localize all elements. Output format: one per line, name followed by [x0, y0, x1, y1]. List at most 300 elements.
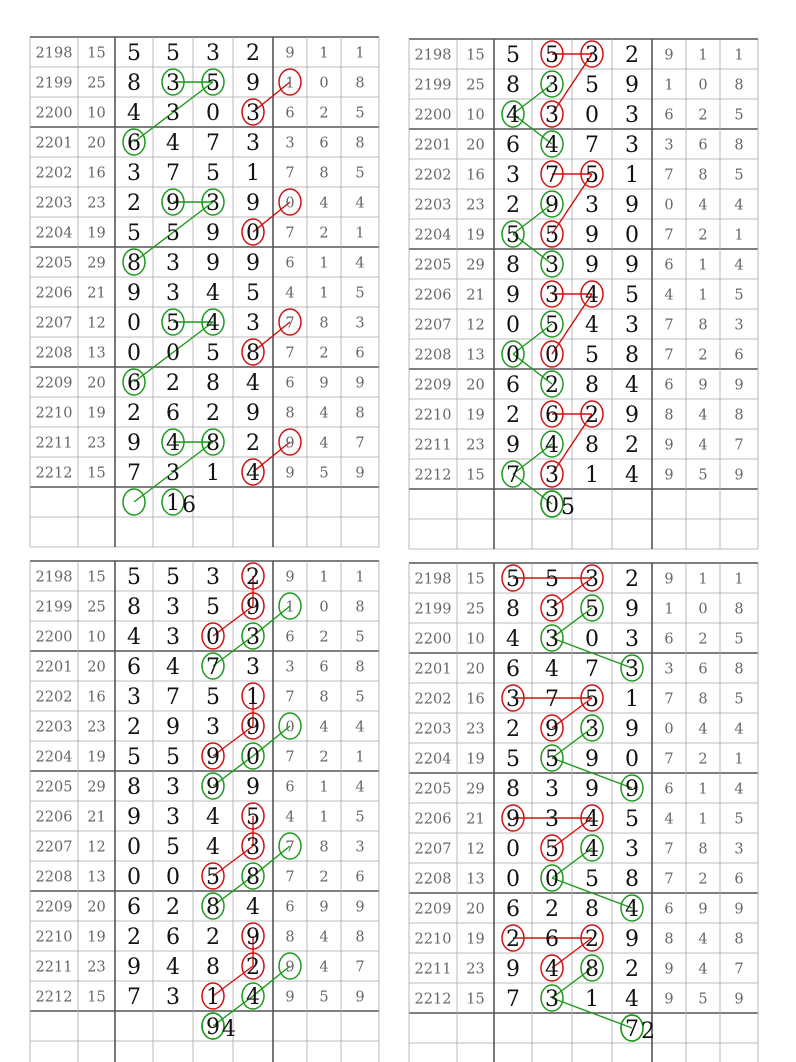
tail-digit: 1	[319, 255, 329, 272]
issue-number: 2202	[414, 691, 452, 708]
draw-digit: 4	[625, 463, 639, 488]
draw-digit: 3	[206, 41, 220, 66]
draw-digit: 8	[585, 897, 599, 922]
issue-number: 2198	[35, 45, 73, 62]
draw-digit: 2	[127, 401, 141, 426]
tail-digit: 5	[355, 629, 365, 646]
draw-digit: 9	[585, 747, 599, 772]
issue-number: 2206	[414, 287, 452, 304]
tail-digit: 5	[355, 165, 365, 182]
draw-digit: 3	[127, 685, 141, 710]
sum-value: 25	[87, 75, 106, 92]
draw-digit: 9	[127, 431, 141, 456]
tail-digit: 4	[734, 257, 744, 274]
tail-digit: 0	[319, 599, 329, 616]
issue-number: 2198	[35, 569, 73, 586]
tail-digit: 6	[664, 781, 674, 798]
tail-digit: 9	[285, 45, 295, 62]
draw-digit: 9	[246, 925, 260, 950]
tail-digit: 5	[734, 691, 744, 708]
draw-digit: 2	[127, 925, 141, 950]
tail-digit: 5	[734, 811, 744, 828]
prediction-row	[545, 493, 575, 520]
table-row	[36, 745, 365, 770]
draw-digit: 5	[545, 313, 559, 338]
draw-digit: 4	[545, 133, 559, 158]
draw-digit: 0	[206, 625, 220, 650]
sum-value: 10	[466, 107, 485, 124]
draw-digit: 3	[206, 191, 220, 216]
tail-digit: 8	[319, 315, 329, 332]
tail-digit: 5	[355, 689, 365, 706]
draw-digit: 5	[585, 73, 599, 98]
tail-digit: 5	[319, 465, 329, 482]
table-row	[415, 223, 744, 248]
draw-digit: 4	[625, 373, 639, 398]
tail-digit: 8	[355, 659, 365, 676]
tail-digit: 1	[355, 225, 365, 242]
draw-digit: 5	[545, 43, 559, 68]
tail-digit: 4	[698, 961, 708, 978]
sum-value: 23	[87, 959, 106, 976]
tail-digit: 4	[319, 719, 329, 736]
table-rows	[36, 41, 365, 518]
draw-digit: 7	[127, 461, 141, 486]
table-row	[36, 41, 365, 66]
tail-digit: 1	[664, 601, 674, 618]
draw-digit: 2	[206, 401, 220, 426]
table-row	[415, 463, 744, 488]
draw-digit: 3	[246, 101, 260, 126]
tail-digit: 7	[664, 751, 674, 768]
sum-value: 15	[87, 45, 106, 62]
issue-number: 2207	[35, 315, 73, 332]
draw-digit: 8	[625, 343, 639, 368]
table-row	[36, 865, 365, 890]
table-row	[36, 565, 365, 590]
sum-value: 19	[87, 929, 106, 946]
draw-digit: 9	[625, 73, 639, 98]
draw-digit: 2	[625, 567, 639, 592]
tail-digit: 6	[285, 105, 295, 122]
issue-number: 2208	[414, 347, 452, 364]
draw-digit: 4	[166, 431, 180, 456]
tail-digit: 1	[734, 571, 744, 588]
draw-digit: 0	[545, 343, 559, 368]
sum-value: 20	[466, 901, 485, 918]
draw-digit: 9	[246, 595, 260, 620]
draw-digit: 3	[206, 715, 220, 740]
table-rows	[415, 43, 744, 520]
draw-digit: 5	[585, 867, 599, 892]
draw-digit: 5	[506, 567, 520, 592]
tail-digit: 6	[285, 779, 295, 796]
draw-digit: 8	[206, 371, 220, 396]
draw-digit: 3	[545, 73, 559, 98]
draw-digit: 3	[545, 463, 559, 488]
issue-number: 2209	[35, 375, 73, 392]
tail-digit: 9	[664, 571, 674, 588]
issue-number: 2210	[414, 407, 452, 424]
table-rows	[415, 567, 744, 1044]
table-row	[415, 777, 744, 802]
draw-digit: 2	[585, 927, 599, 952]
sum-value: 19	[466, 407, 485, 424]
sum-value: 23	[466, 437, 485, 454]
draw-digit: 5	[206, 341, 220, 366]
draw-digit: 3	[625, 627, 639, 652]
tail-digit: 8	[698, 317, 708, 334]
table-row	[36, 595, 365, 620]
tail-digit: 9	[355, 989, 365, 1006]
sum-value: 21	[466, 287, 485, 304]
draw-digit: 2	[506, 193, 520, 218]
draw-digit: 3	[625, 837, 639, 862]
issue-number: 2204	[414, 751, 452, 768]
tail-digit: 5	[355, 809, 365, 826]
issue-number: 2211	[414, 961, 452, 978]
tail-digit: 8	[734, 931, 744, 948]
tail-digit: 8	[734, 661, 744, 678]
tail-digit: 4	[734, 721, 744, 738]
issue-number: 2206	[35, 285, 73, 302]
draw-digit: 0	[506, 837, 520, 862]
table-row	[415, 897, 744, 922]
tail-digit: 8	[319, 689, 329, 706]
draw-digit: 8	[506, 777, 520, 802]
draw-digit: 6	[545, 927, 559, 952]
draw-digit: 9	[585, 223, 599, 248]
tail-digit: 0	[285, 195, 295, 212]
tail-digit: 0	[698, 601, 708, 618]
draw-digit: 5	[506, 223, 520, 248]
issue-number: 2211	[35, 959, 73, 976]
draw-digit: 9	[506, 433, 520, 458]
tail-digit: 6	[319, 135, 329, 152]
draw-digit: 5	[127, 745, 141, 770]
tail-digit: 4	[698, 197, 708, 214]
issue-number: 2201	[35, 659, 73, 676]
tail-digit: 2	[319, 345, 329, 362]
draw-digit: 3	[545, 987, 559, 1012]
issue-number: 2202	[35, 689, 73, 706]
draw-digit: 2	[246, 565, 260, 590]
draw-digit: 0	[585, 103, 599, 128]
draw-digit: 5	[166, 565, 180, 590]
draw-digit: 7	[506, 463, 520, 488]
issue-number: 2212	[35, 989, 73, 1006]
tail-digit: 8	[734, 77, 744, 94]
tail-digit: 4	[698, 721, 708, 738]
tail-digit: 9	[319, 899, 329, 916]
tail-digit: 2	[319, 225, 329, 242]
draw-digit: 8	[206, 955, 220, 980]
draw-digit: 5	[545, 223, 559, 248]
draw-digit: 1	[206, 461, 220, 486]
tail-digit: 4	[734, 197, 744, 214]
sum-value: 12	[87, 839, 106, 856]
draw-digit: 7	[545, 687, 559, 712]
tail-digit: 6	[664, 901, 674, 918]
draw-digit: 4	[246, 985, 260, 1010]
trend-panel-3	[30, 561, 379, 1062]
table-row	[36, 101, 365, 126]
issue-number: 2208	[35, 869, 73, 886]
sum-value: 29	[87, 255, 106, 272]
tail-digit: 6	[734, 347, 744, 364]
sum-value: 13	[87, 345, 106, 362]
tail-digit: 6	[664, 257, 674, 274]
issue-number: 2211	[414, 437, 452, 454]
tail-digit: 1	[698, 257, 708, 274]
issue-number: 2207	[35, 839, 73, 856]
draw-digit: 8	[625, 867, 639, 892]
draw-digit: 0	[127, 341, 141, 366]
issue-number: 2209	[414, 901, 452, 918]
draw-digit: 3	[166, 101, 180, 126]
draw-digit: 2	[545, 897, 559, 922]
draw-digit: 3	[246, 835, 260, 860]
tail-digit: 0	[698, 77, 708, 94]
tail-digit: 4	[319, 929, 329, 946]
tail-digit: 2	[319, 869, 329, 886]
prediction-digit: 5	[561, 495, 575, 520]
draw-digit: 4	[585, 837, 599, 862]
draw-digit: 2	[127, 191, 141, 216]
prediction-row	[625, 1017, 655, 1044]
sum-value: 19	[87, 225, 106, 242]
draw-digit: 2	[246, 955, 260, 980]
draw-digit: 0	[246, 745, 260, 770]
draw-digit: 9	[166, 191, 180, 216]
table-row	[415, 657, 744, 682]
tail-digit: 7	[285, 345, 295, 362]
issue-number: 2212	[414, 991, 452, 1008]
tail-digit: 8	[355, 75, 365, 92]
draw-digit: 0	[545, 867, 559, 892]
sum-value: 12	[466, 317, 485, 334]
draw-digit: 8	[585, 957, 599, 982]
table-row	[36, 251, 365, 276]
table-row	[36, 985, 365, 1010]
tail-digit: 2	[698, 107, 708, 124]
draw-digit: 3	[206, 565, 220, 590]
tail-digit: 9	[664, 467, 674, 484]
tail-digit: 7	[285, 315, 295, 332]
tail-digit: 8	[664, 931, 674, 948]
draw-digit: 9	[625, 403, 639, 428]
issue-number: 2212	[414, 467, 452, 484]
issue-number: 2198	[414, 571, 452, 588]
sum-value: 23	[466, 197, 485, 214]
issue-number: 2198	[414, 47, 452, 64]
table-row	[415, 283, 744, 308]
table-row	[36, 625, 365, 650]
table-row	[415, 43, 744, 68]
draw-digit: 3	[625, 657, 639, 682]
draw-digit: 1	[246, 685, 260, 710]
tail-digit: 1	[698, 287, 708, 304]
draw-digit: 3	[246, 311, 260, 336]
draw-digit: 4	[166, 131, 180, 156]
draw-digit: 2	[506, 403, 520, 428]
tail-digit: 4	[319, 959, 329, 976]
tail-digit: 1	[319, 285, 329, 302]
tail-digit: 8	[319, 165, 329, 182]
draw-digit: 6	[506, 133, 520, 158]
issue-number: 2204	[414, 227, 452, 244]
tail-digit: 9	[664, 991, 674, 1008]
tail-digit: 1	[319, 809, 329, 826]
draw-digit: 4	[545, 433, 559, 458]
sum-value: 25	[87, 599, 106, 616]
draw-digit: 8	[127, 71, 141, 96]
issue-number: 2203	[414, 197, 452, 214]
sum-value: 29	[87, 779, 106, 796]
issue-number: 2209	[35, 899, 73, 916]
tail-digit: 4	[734, 781, 744, 798]
draw-digit: 7	[585, 133, 599, 158]
sum-value: 23	[87, 435, 106, 452]
sum-value: 19	[87, 405, 106, 422]
draw-digit: 5	[625, 807, 639, 832]
tail-digit: 4	[319, 405, 329, 422]
sum-value: 21	[87, 809, 106, 826]
tail-digit: 0	[285, 719, 295, 736]
draw-digit: 5	[585, 687, 599, 712]
draw-digit: 4	[585, 283, 599, 308]
tail-digit: 8	[734, 601, 744, 618]
tail-digit: 3	[355, 839, 365, 856]
draw-digit: 3	[246, 131, 260, 156]
draw-digit: 6	[506, 373, 520, 398]
tail-digit: 8	[319, 839, 329, 856]
issue-number: 2203	[35, 719, 73, 736]
tail-digit: 9	[698, 901, 708, 918]
tail-digit: 2	[319, 749, 329, 766]
sum-value: 16	[466, 167, 485, 184]
sum-value: 19	[466, 931, 485, 948]
prediction-digit: 4	[222, 1017, 236, 1042]
draw-digit: 5	[206, 685, 220, 710]
table-row	[415, 403, 744, 428]
draw-digit: 5	[127, 41, 141, 66]
table-row	[415, 313, 744, 338]
trend-panel-2	[409, 39, 758, 549]
draw-digit: 0	[625, 223, 639, 248]
draw-digit: 0	[585, 627, 599, 652]
tail-digit: 6	[319, 659, 329, 676]
draw-digit: 5	[127, 565, 141, 590]
draw-digit: 6	[506, 897, 520, 922]
draw-digit: 5	[545, 837, 559, 862]
tail-digit: 1	[319, 569, 329, 586]
sum-value: 16	[466, 691, 485, 708]
tail-digit: 8	[285, 929, 295, 946]
issue-number: 2202	[35, 165, 73, 182]
table-rows	[36, 565, 365, 1042]
draw-digit: 9	[585, 777, 599, 802]
draw-digit: 8	[506, 597, 520, 622]
tail-digit: 7	[664, 841, 674, 858]
issue-number: 2203	[35, 195, 73, 212]
table-row	[415, 373, 744, 398]
tail-digit: 6	[698, 661, 708, 678]
sum-value: 20	[466, 661, 485, 678]
tail-digit: 5	[734, 167, 744, 184]
tail-digit: 9	[734, 901, 744, 918]
draw-digit: 5	[545, 567, 559, 592]
issue-number: 2207	[414, 317, 452, 334]
sum-value: 16	[87, 165, 106, 182]
prediction-row	[166, 491, 196, 518]
tail-digit: 6	[285, 899, 295, 916]
draw-digit: 9	[206, 775, 220, 800]
tail-digit: 8	[355, 599, 365, 616]
tail-digit: 2	[698, 751, 708, 768]
draw-digit: 2	[206, 925, 220, 950]
draw-digit: 5	[246, 281, 260, 306]
tail-digit: 9	[664, 961, 674, 978]
tail-digit: 9	[664, 47, 674, 64]
issue-number: 2199	[414, 601, 452, 618]
draw-digit: 0	[127, 311, 141, 336]
tail-digit: 4	[355, 719, 365, 736]
tail-digit: 5	[355, 285, 365, 302]
tail-digit: 7	[734, 437, 744, 454]
issue-number: 2210	[414, 931, 452, 948]
draw-digit: 2	[625, 43, 639, 68]
tail-digit: 4	[698, 407, 708, 424]
draw-digit: 3	[506, 163, 520, 188]
sum-value: 19	[87, 749, 106, 766]
tail-digit: 1	[698, 571, 708, 588]
tail-digit: 8	[698, 841, 708, 858]
issue-number: 2205	[414, 257, 452, 274]
tail-digit: 3	[355, 315, 365, 332]
tail-digit: 1	[734, 227, 744, 244]
draw-digit: 2	[506, 927, 520, 952]
tail-digit: 1	[319, 45, 329, 62]
issue-number: 2206	[414, 811, 452, 828]
draw-digit: 4	[127, 101, 141, 126]
draw-digit: 3	[545, 597, 559, 622]
draw-digit: 7	[206, 655, 220, 680]
tail-digit: 8	[698, 167, 708, 184]
draw-digit: 7	[127, 985, 141, 1010]
draw-digit: 2	[127, 715, 141, 740]
tail-digit: 3	[734, 317, 744, 334]
draw-digit: 2	[506, 717, 520, 742]
draw-digit: 7	[585, 657, 599, 682]
tail-digit: 4	[698, 931, 708, 948]
draw-digit: 2	[166, 895, 180, 920]
tail-digit: 6	[285, 375, 295, 392]
tail-digit: 8	[355, 929, 365, 946]
tail-digit: 1	[698, 47, 708, 64]
draw-digit: 0	[506, 867, 520, 892]
issue-number: 2206	[35, 809, 73, 826]
draw-digit: 3	[166, 251, 180, 276]
tail-digit: 8	[285, 405, 295, 422]
tail-digit: 6	[664, 631, 674, 648]
table-row	[415, 73, 744, 98]
table-row	[415, 133, 744, 158]
draw-digit: 0	[166, 865, 180, 890]
draw-digit: 1	[206, 985, 220, 1010]
draw-digit: 3	[166, 71, 180, 96]
tail-digit: 9	[285, 435, 295, 452]
